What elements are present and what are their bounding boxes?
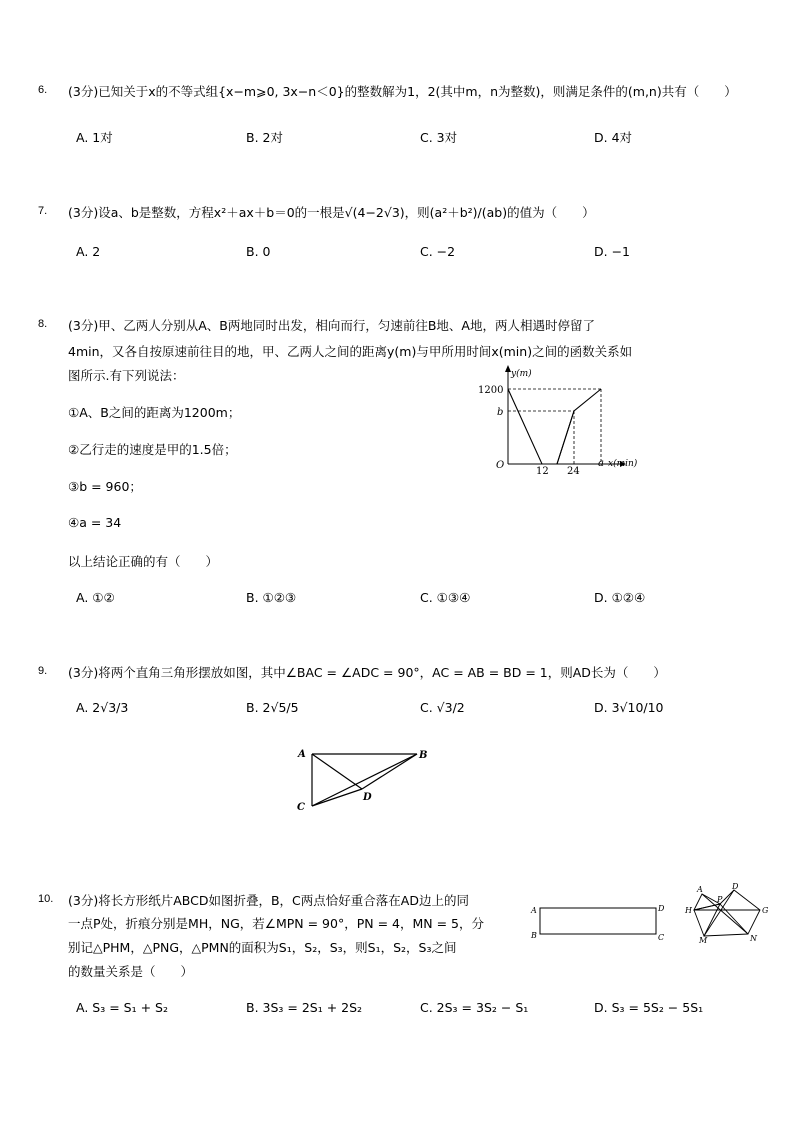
q10-option-d[interactable]: D. S₃ = 5S₂ − 5S₁ (594, 1000, 704, 1015)
q8-option-c[interactable]: C. ①③④ (420, 590, 471, 605)
label-y-axis: y(m) (511, 369, 532, 379)
label-x-axis: x(min) (608, 459, 638, 469)
q8-question: 以上结论正确的有（ ） (68, 554, 219, 569)
q8-stem-line2: 4min，又各自按原速前往目的地，甲、乙两人之间的距离y(m)与甲所用时间x(min)之间的函数关系如 (68, 344, 633, 359)
q9-option-b[interactable]: B. 2√5/5 (246, 700, 299, 715)
q8-statement-3: ③b = 960； (68, 479, 142, 494)
label-P: P (717, 895, 723, 904)
q7-option-d[interactable]: D. −1 (594, 244, 630, 259)
label-B: B (419, 750, 428, 761)
q6-option-c[interactable]: C. 3对 (420, 130, 458, 145)
q9-option-c[interactable]: C. √3/2 (420, 700, 465, 715)
q8-number: 8. (38, 318, 48, 330)
q6-option-b[interactable]: B. 2对 (246, 130, 283, 145)
q9-stem: (3分)将两个直角三角形摆放如图，其中∠BAC = ∠ADC = 90°，AC = AB = BD = 1，则AD长为（ ） (68, 665, 666, 680)
q10-option-a[interactable]: A. S₃ = S₁ + S₂ (76, 1000, 168, 1015)
label-b: b (497, 407, 504, 418)
q8-statement-2: ②乙行走的速度是甲的1.5倍； (68, 442, 237, 457)
label-1200: 1200 (478, 385, 504, 396)
label-G: G (762, 906, 769, 915)
q9-option-d[interactable]: D. 3√10/10 (594, 700, 664, 715)
q10-stem-line1: (3分)将长方形纸片ABCD如图折叠，B，C两点恰好重合落在AD边上的同 (68, 893, 469, 908)
q10-stem-line2: 一点P处，折痕分别是MH，NG，若∠MPN = 90°，PN = 4，MN = 5，分 (68, 916, 484, 931)
q9-number: 9. (38, 665, 48, 677)
label-a: a (598, 458, 604, 469)
label-C: C (297, 802, 305, 812)
q9-triangle-figure (292, 744, 437, 812)
q8-stem-line3: 图所示.有下列说法： (68, 368, 185, 383)
label-H: H (685, 906, 692, 915)
q9-option-a[interactable]: A. 2√3/3 (76, 700, 129, 715)
q7-number: 7. (38, 205, 48, 217)
q8-option-a[interactable]: A. ①② (76, 590, 115, 605)
q8-option-b[interactable]: B. ①②③ (246, 590, 297, 605)
q7-option-c[interactable]: C. −2 (420, 244, 456, 259)
label-A: A (298, 749, 306, 760)
label-M: M (699, 936, 708, 944)
q6-stem: (3分)已知关于x的不等式组{x−m⩾0, 3x−n＜0}的整数解为1，2(其中m，n为整数)，则满足条件的(m,n)共有（ ） (68, 84, 737, 99)
q8-statement-4: ④a = 34 (68, 515, 122, 530)
label-D: D (658, 904, 665, 913)
q7-option-b[interactable]: B. 0 (246, 244, 271, 259)
distance-curve (508, 389, 601, 464)
label-D: D (363, 792, 372, 803)
label-origin: O (496, 460, 505, 471)
q10-option-b[interactable]: B. 3S₃ = 2S₁ + 2S₂ (246, 1000, 363, 1015)
q10-rectangle-figure (528, 900, 670, 942)
q10-stem-line3: 别记△PHM，△PNG，△PMN的面积为S₁，S₂，S₃，则S₁，S₂，S₃之间 (68, 940, 457, 955)
q6-option-a[interactable]: A. 1对 (76, 130, 113, 145)
label-N: N (750, 934, 757, 943)
q10-stem-line4: 的数量关系是（ ） (68, 964, 194, 979)
label-C: C (658, 933, 665, 942)
q8-option-d[interactable]: D. ①②④ (594, 590, 646, 605)
label-B: B (531, 931, 537, 940)
q10-number: 10. (38, 893, 54, 905)
q8-statement-1: ①A、B之间的距离为1200m； (68, 405, 241, 420)
q10-option-c[interactable]: C. 2S₃ = 3S₂ − S₁ (420, 1000, 529, 1015)
q6-number: 6. (38, 84, 48, 96)
label-D: D (732, 882, 739, 891)
label-A: A (531, 906, 537, 915)
label-x12: 12 (536, 466, 549, 474)
q7-stem: (3分)设a、b是整数，方程x²＋ax＋b＝0的一根是√(4−2√3)，则(a²＋b²)/(ab)的值为（ ） (68, 205, 595, 220)
label-A: A (697, 885, 703, 894)
q6-option-d[interactable]: D. 4对 (594, 130, 633, 145)
q8-stem-line1: (3分)甲、乙两人分别从A、B两地同时出发，相向而行，匀速前往B地、A地，两人相遇时停留了 (68, 318, 595, 333)
q8-distance-time-graph (470, 362, 650, 474)
q7-option-a[interactable]: A. 2 (76, 244, 101, 259)
q10-fold-figure (684, 880, 776, 944)
label-x24: 24 (567, 466, 580, 474)
